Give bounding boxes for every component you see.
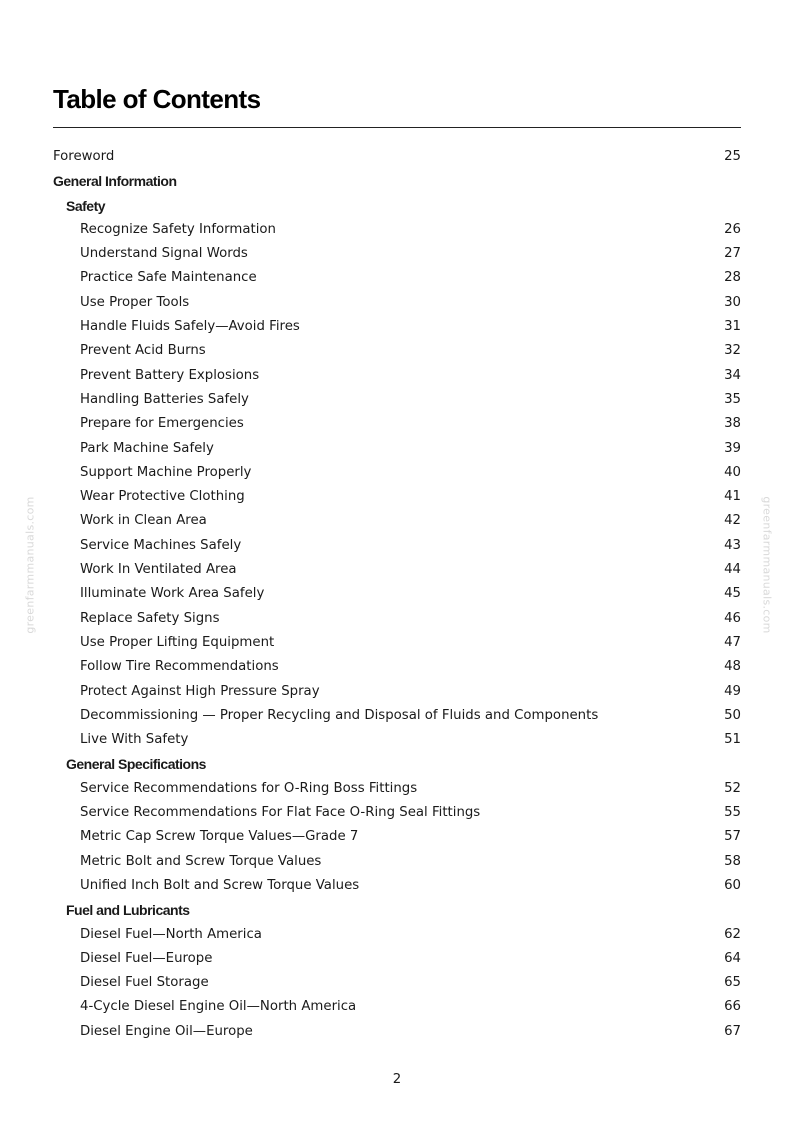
toc-entry-page: 57: [724, 829, 741, 845]
toc-entry[interactable]: [53, 315, 741, 339]
toc-entry-label: Wear Protective Clothing: [80, 489, 245, 505]
title-divider: [53, 127, 741, 128]
toc-entry-page: 25: [724, 149, 741, 164]
toc-entry-label: Work in Clean Area: [80, 513, 207, 529]
toc-entry-label: Prevent Battery Explosions: [80, 367, 260, 383]
toc-entry-page: 50: [724, 707, 741, 723]
toc-entry-page: 45: [724, 586, 741, 602]
toc-entry-label: Decommissioning — Proper Recycling and Disposal of Fluids and Components: [80, 707, 599, 723]
toc-entry-page: 32: [724, 343, 741, 359]
toc-entry-page: 26: [724, 221, 741, 237]
toc-entry-page: 58: [724, 853, 741, 869]
toc-entry-page: 51: [724, 732, 741, 748]
toc-entry-label: Handling Batteries Safely: [80, 391, 249, 407]
toc-entry-page: 62: [724, 926, 741, 942]
toc-entry-page: 47: [724, 634, 741, 650]
toc-entry-page: 52: [724, 780, 741, 796]
toc-entry-label: Replace Safety Signs: [80, 610, 220, 626]
toc-entry-page: 30: [724, 294, 741, 310]
toc-entry[interactable]: [53, 923, 741, 947]
toc-entry-label: Illuminate Work Area Safely: [80, 586, 265, 602]
toc-entry-label: Metric Bolt and Screw Torque Values: [80, 853, 322, 869]
toc-section-heading: [53, 194, 741, 218]
toc-entry-label: Use Proper Lifting Equipment: [80, 634, 275, 650]
toc-entry[interactable]: [53, 558, 741, 582]
toc-entry-label: Prepare for Emergencies: [80, 416, 244, 432]
toc-entry-page: 40: [724, 464, 741, 480]
toc-entry[interactable]: [53, 728, 741, 752]
toc-entry[interactable]: [53, 412, 741, 436]
page-title: Table of Contents: [53, 84, 261, 114]
toc-entry-label: Follow Tire Recommendations: [80, 659, 279, 675]
toc-entry[interactable]: [53, 971, 741, 995]
toc-entry-label: Handle Fluids Safely—Avoid Fires: [80, 319, 300, 335]
toc-entry[interactable]: [53, 874, 741, 898]
toc-entry[interactable]: [53, 1020, 741, 1044]
table-of-contents: [53, 145, 741, 1044]
toc-entry-label: Diesel Fuel Storage: [80, 975, 209, 991]
toc-entry[interactable]: [53, 777, 741, 801]
toc-entry[interactable]: [53, 145, 741, 169]
toc-entry-label: 4-Cycle Diesel Engine Oil—North America: [80, 999, 357, 1015]
toc-entry-label: Prevent Acid Burns: [80, 343, 206, 359]
toc-entry-page: 28: [724, 270, 741, 286]
toc-entry-label: Service Machines Safely: [80, 537, 242, 553]
toc-entry-page: 34: [724, 367, 741, 383]
toc-entry-label: Live With Safety: [80, 732, 189, 748]
toc-entry-label: Park Machine Safely: [80, 440, 214, 456]
toc-entry-label: Use Proper Tools: [80, 294, 190, 310]
toc-entry[interactable]: [53, 218, 741, 242]
toc-entry-label: Diesel Fuel—North America: [80, 926, 262, 942]
toc-entry[interactable]: [53, 947, 741, 971]
toc-entry-page: 38: [724, 416, 741, 432]
toc-entry-label: General Information: [53, 173, 177, 190]
toc-entry[interactable]: [53, 631, 741, 655]
toc-entry-label: Support Machine Properly: [80, 464, 252, 480]
toc-section-heading: [53, 898, 741, 922]
toc-entry[interactable]: [53, 485, 741, 509]
toc-entry[interactable]: [53, 534, 741, 558]
toc-entry-page: 64: [724, 950, 741, 966]
toc-entry-label: Unified Inch Bolt and Screw Torque Values: [80, 877, 360, 893]
toc-entry-page: 49: [724, 683, 741, 699]
toc-entry[interactable]: [53, 364, 741, 388]
toc-entry[interactable]: [53, 680, 741, 704]
toc-entry[interactable]: [53, 995, 741, 1019]
toc-entry-label: Work In Ventilated Area: [80, 562, 237, 578]
toc-entry-page: 55: [724, 805, 741, 821]
toc-entry-label: Fuel and Lubricants: [66, 902, 190, 919]
toc-entry-page: 48: [724, 659, 741, 675]
toc-entry-page: 44: [724, 562, 741, 578]
toc-entry[interactable]: [53, 825, 741, 849]
toc-entry-label: Foreword: [53, 149, 115, 164]
toc-entry-page: 67: [724, 1023, 741, 1039]
toc-entry-label: Service Recommendations for O-Ring Boss Fittings: [80, 780, 418, 796]
toc-entry-page: 66: [724, 999, 741, 1015]
toc-section-heading: [53, 752, 741, 776]
toc-entry-label: Protect Against High Pressure Spray: [80, 683, 320, 699]
watermark-right: greenfarmmanuals.com: [760, 496, 774, 634]
toc-entry[interactable]: [53, 801, 741, 825]
toc-entry-label: Recognize Safety Information: [80, 221, 276, 237]
toc-entry[interactable]: [53, 242, 741, 266]
toc-entry[interactable]: [53, 582, 741, 606]
toc-entry-page: 46: [724, 610, 741, 626]
toc-entry-page: 35: [724, 391, 741, 407]
toc-entry-page: 65: [724, 975, 741, 991]
toc-entry-label: Service Recommendations For Flat Face O-Ring Seal Fittings: [80, 805, 481, 821]
toc-entry-label: Diesel Engine Oil—Europe: [80, 1023, 253, 1039]
toc-entry-label: Metric Cap Screw Torque Values—Grade 7: [80, 829, 359, 845]
watermark-left: greenfarmmanuals.com: [23, 496, 37, 634]
toc-entry-label: Understand Signal Words: [80, 246, 248, 262]
toc-entry[interactable]: [53, 850, 741, 874]
toc-entry-page: 43: [724, 537, 741, 553]
toc-entry[interactable]: [53, 509, 741, 533]
toc-entry[interactable]: [53, 437, 741, 461]
toc-entry-page: 31: [724, 319, 741, 335]
toc-entry[interactable]: [53, 339, 741, 363]
toc-section-heading: [53, 169, 741, 193]
toc-entry[interactable]: [53, 655, 741, 679]
toc-entry-page: 27: [724, 246, 741, 262]
toc-entry[interactable]: [53, 461, 741, 485]
toc-entry-page: 41: [724, 489, 741, 505]
toc-entry-page: 42: [724, 513, 741, 529]
toc-entry-label: General Specifications: [66, 756, 206, 773]
toc-entry[interactable]: [53, 388, 741, 412]
toc-entry-page: 60: [724, 877, 741, 893]
toc-entry-label: Practice Safe Maintenance: [80, 270, 257, 286]
page-number: 2: [392, 1072, 402, 1087]
toc-entry-label: Safety: [66, 197, 106, 214]
toc-entry[interactable]: [53, 607, 741, 631]
toc-entry-label: Diesel Fuel—Europe: [80, 950, 213, 966]
toc-entry[interactable]: [53, 704, 741, 728]
toc-entry[interactable]: [53, 291, 741, 315]
toc-entry-page: 39: [724, 440, 741, 456]
toc-entry[interactable]: [53, 266, 741, 290]
